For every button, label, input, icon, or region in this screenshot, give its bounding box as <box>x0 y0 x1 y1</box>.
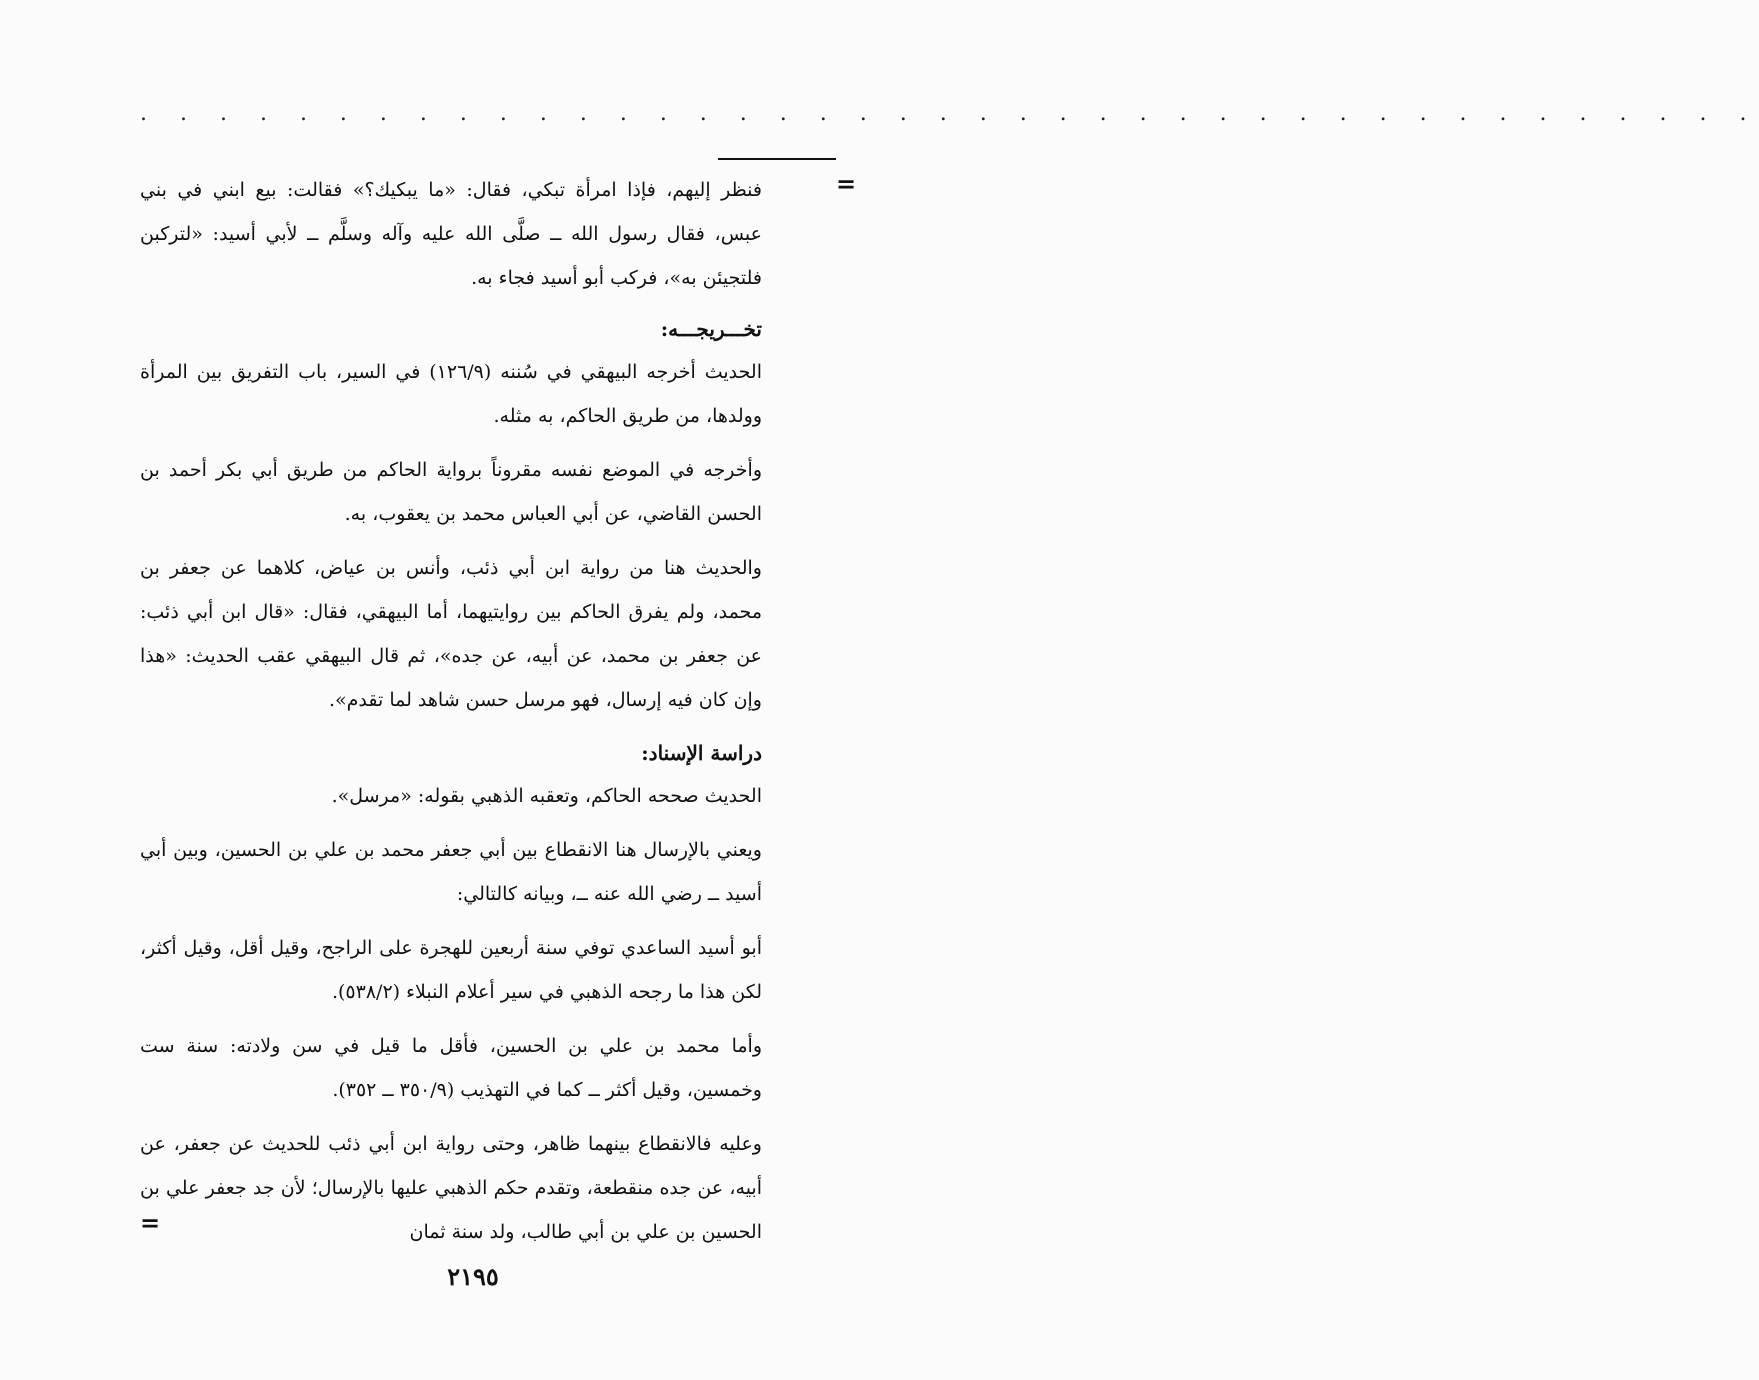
paragraph-takhrij-3: والحديث هنا من رواية ابن أبي ذئب، وأنس بن عياض، كلاهما عن جعفر بن محمد، ولم يفرق الحاكم بين روايتيهما، أما البيهقي، فقال: «قال ابن أبي ذئب: عن جعفر بن محمد، عن أبيه، عن جده»، ثم قال البيهقي عقب الحديث: «هذا وإن كان فيه إرسال، فهو مرسل حسن شاهد لما تقدم». <box>140 557 762 711</box>
page-number: ٢١٩٥ <box>447 1262 499 1291</box>
paragraph-isnad-5: وعليه فالانقطاع بينهما ظاهر، وحتى رواية ابن أبي ذئب للحديث عن جعفر، عن أبيه، عن جده منقطعة، وتقدم حكم الذهبي عليها بالإرسال؛ لأن جد جعفر علي بن الحسين بن علي بن أبي طالب، ولد سنة ثمان <box>140 1133 762 1243</box>
continuation-mark-top: = <box>836 169 857 198</box>
paragraph-isnad-4: وأما محمد بن علي بن الحسين، فأقل ما قيل في سن ولادته: سنة ست وخمسين، وقيل أكثر ــ كما في التهذيب (٣٥٠/٩ ــ ٣٥٢). <box>140 1035 762 1101</box>
heading-isnad-study: دراسة الإسناد: <box>641 741 762 765</box>
footnote-rule <box>718 158 836 160</box>
paragraph-isnad-1: الحديث صححه الحاكم، وتعقبه الذهبي بقوله: «مرسل». <box>331 785 762 807</box>
paragraph-takhrij-1: الحديث أخرجه البيهقي في سُننه (١٢٦/٩) في السير، باب التفريق بين المرأة وولدها، من طريق الحاكم، به مثله. <box>140 361 762 427</box>
continuation-mark-bottom: = <box>140 1208 161 1237</box>
footnote-body <box>140 168 762 1264</box>
paragraph-takhrij-2: وأخرجه في الموضع نفسه مقروناً برواية الحاكم من طريق أبي بكر أحمد بن الحسن القاضي، عن أبي العباس محمد بن يعقوب، به. <box>140 459 762 525</box>
paragraph-isnad-3: أبو أسيد الساعدي توفي سنة أربعين للهجرة على الراجح، وقيل أقل، وقيل أكثر، لكن هذا ما رجحه الذهبي في سير أعلام النبلاء (٥٣٨/٢). <box>140 937 762 1003</box>
heading-takhrij: تخـــريجـــه: <box>660 317 762 341</box>
footnote-separator-dots: . . . . . . . . . . . . . . . . . . . . . . . . . . . . . . . . . . . . . . . . . <box>140 101 1759 126</box>
paragraph-continued-hadith: فنظر إليهم، فإذا امرأة تبكي، فقال: «ما يبكيك؟» فقالت: بيع ابني في بني عبس، فقال رسول الله ــ صلَّى الله عليه وآله وسلَّم ــ لأبي أسيد: «لتركبن فلتجيئن به»، فركب أبو أسيد فجاء به. <box>140 179 762 289</box>
paragraph-isnad-2: ويعني بالإرسال هنا الانقطاع بين أبي جعفر محمد بن علي بن الحسين، وبين أبي أسيد ــ رضي الله عنه ــ، وبيانه كالتالي: <box>140 839 762 905</box>
